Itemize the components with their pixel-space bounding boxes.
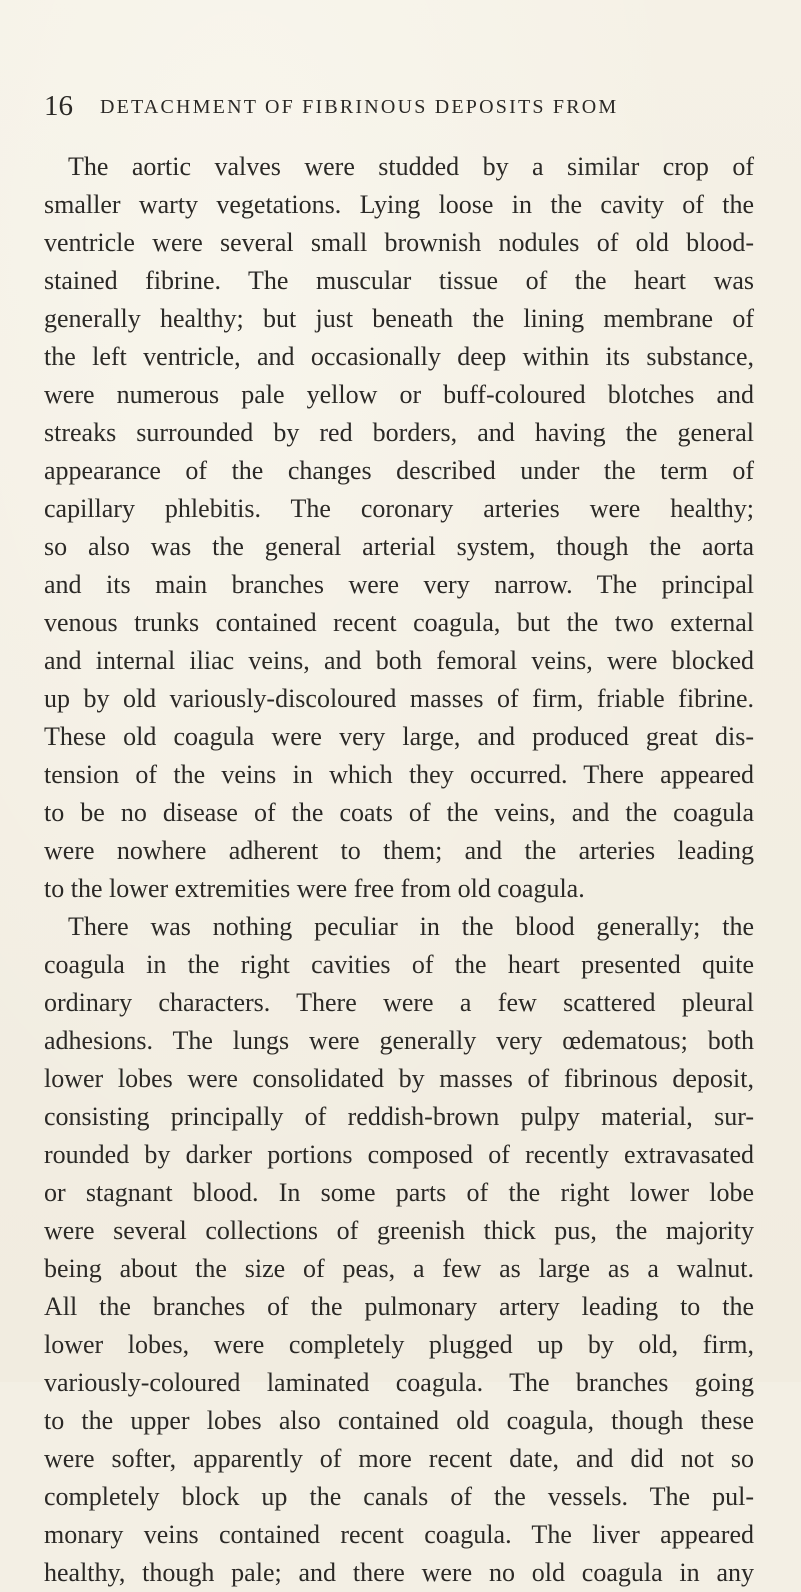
text-line: healthy, though pale; and there were no old coagula in any [44, 1558, 754, 1587]
text-line: to the upper lobes also contained old coagula, though these [44, 1406, 754, 1435]
text-line: consisting principally of reddish-brown pulpy material, sur- [44, 1102, 754, 1131]
text-line: so also was the general arterial system, though the aorta [44, 532, 754, 561]
text-line: smaller warty vegetations. Lying loose in the cavity of the [44, 190, 754, 219]
page-number: 16 [44, 90, 73, 122]
text-line: generally healthy; but just beneath the lining membrane of [44, 304, 754, 333]
text-line: streaks surrounded by red borders, and having the general [44, 418, 754, 447]
running-head: DETACHMENT OF FIBRINOUS DEPOSITS FROM [100, 96, 619, 118]
text-line: completely block up the canals of the vessels. The pul- [44, 1482, 754, 1511]
text-line: ordinary characters. There were a few scattered pleural [44, 988, 754, 1017]
text-line: All the branches of the pulmonary artery leading to the [44, 1292, 754, 1321]
text-line: variously-coloured laminated coagula. The branches going [44, 1368, 754, 1397]
text-line: The aortic valves were studded by a similar crop of [68, 152, 754, 181]
text-line: or stagnant blood. In some parts of the right lower lobe [44, 1178, 754, 1207]
text-line: were nowhere adherent to them; and the arteries leading [44, 836, 754, 865]
page-header [44, 86, 774, 126]
text-line: were softer, apparently of more recent date, and did not so [44, 1444, 754, 1473]
text-line: to the lower extremities were free from old coagula. [44, 874, 585, 903]
text-line: lower lobes, were completely plugged up by old, firm, [44, 1330, 754, 1359]
text-line: adhesions. The lungs were generally very œdematous; both [44, 1026, 754, 1055]
text-line: There was nothing peculiar in the blood generally; the [68, 912, 754, 941]
text-line: to be no disease of the coats of the veins, and the coagula [44, 798, 754, 827]
text-line: were numerous pale yellow or buff-coloured blotches and [44, 380, 754, 409]
text-line: lower lobes were consolidated by masses of fibrinous deposit, [44, 1064, 754, 1093]
text-line: being about the size of peas, a few as large as a walnut. [44, 1254, 754, 1283]
text-line: ventricle were several small brownish nodules of old blood- [44, 228, 754, 257]
text-line: up by old variously-discoloured masses of firm, friable fibrine. [44, 684, 754, 713]
text-line: coagula in the right cavities of the heart presented quite [44, 950, 754, 979]
text-line: tension of the veins in which they occurred. There appeared [44, 760, 754, 789]
text-line: rounded by darker portions composed of recently extravasated [44, 1140, 754, 1169]
text-line: venous trunks contained recent coagula, but the two external [44, 608, 754, 637]
text-line: and its main branches were very narrow. The principal [44, 570, 754, 599]
text-line: appearance of the changes described under the term of [44, 456, 754, 485]
text-line: the left ventricle, and occasionally deep within its substance, [44, 342, 754, 371]
text-line: and internal iliac veins, and both femoral veins, were blocked [44, 646, 754, 675]
text-line: monary veins contained recent coagula. The liver appeared [44, 1520, 754, 1549]
text-line: capillary phlebitis. The coronary arteries were healthy; [44, 494, 754, 523]
text-line: stained fibrine. The muscular tissue of the heart was [44, 266, 754, 295]
text-line: These old coagula were very large, and produced great dis- [44, 722, 754, 751]
body-text [44, 148, 754, 1592]
text-line: were several collections of greenish thick pus, the majority [44, 1216, 754, 1245]
